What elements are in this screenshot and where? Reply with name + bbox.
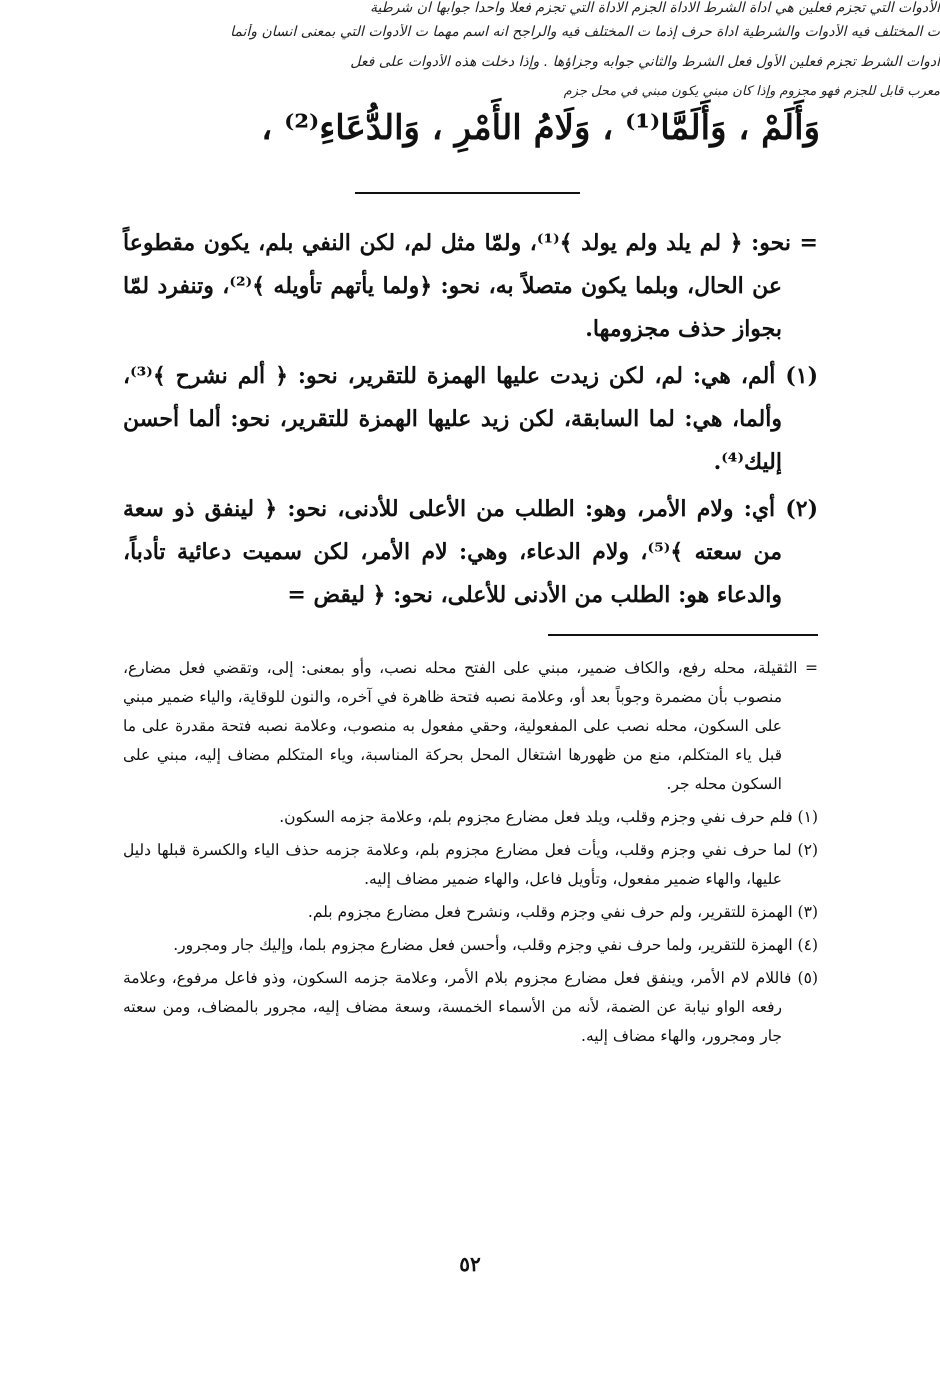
handwritten-note-line-2: ت المختلف فيه الأدوات والشرطية اداة حرف إذما ت المختلف فيه والراجح انه اسم مهما ت الأدوات التي بمعنى انسان وأنما (230, 24, 940, 40)
footnote-item: = الثقيلة، محله رفع، والكاف ضمير، مبني على الفتح محله نصب، وأو بمعنى: إلى، وتقضي فعل مضارع، منصوب بأن مضمرة وجوباً بعد أو، وعلامة نصبه فتحة ظاهرة في آخره، والنون للوقاية، والياء ضمير مبني على السكون، محله نصب على المفعولية، وحقي مفعول به منصوب، وعلامة نصبه فتحة مقدرة على ما قبل ياء المتكلم، منع من ظهورها اشتغال المحل بحركة المناسبة، وياء المتكلم مضاف إليه، مبني على السكون محله جر. (123, 659, 818, 793)
handwritten-note-line-4: معرب قابل للجزم فهو مجزوم وإذا كان مبني يكون مبني في محل جزم (563, 84, 940, 99)
handwritten-note-line-1: الأدوات التي تجزم فعلين هي اداة الشرط الاداة الجزم الاداة التي تجزم فعلا واحدا جوابها ان شرطية (369, 0, 940, 16)
footnote-item: (٢) لما حرف نفي وجزم وقلب، ويأت فعل مضارع مجزوم بلم، وعلامة جزمه حذف الياء والكسرة قبلها دليل عليها، والهاء ضمير مفعول، وتأويل فاعل، والهاء ضمير مضاف إليه. (123, 841, 819, 888)
footnote-divider (548, 634, 818, 636)
footnote-item: (٤) الهمزة للتقرير، ولما حرف نفي وجزم وقلب، وأحسن فعل مضارع مجزوم بلما، وإليك جار ومجرور. (173, 936, 818, 954)
commentary-paragraph: (١) ألم، هي: لم، لكن زيدت عليها الهمزة للتقرير، نحو: ﴿ ألم نشرح ﴾⁽³⁾، وألما، هي: لما السابقة، لكن زيد عليها الهمزة للتقرير، نحو: ألما أحسن إليك⁽⁴⁾. (123, 363, 818, 475)
commentary-paragraph: = نحو: ﴿ لم يلد ولم يولد ﴾⁽¹⁾، ولمّا مثل لم، لكن النفي بلم، يكون مقطوعاً عن الحال، وبلما يكون متصلاً به، نحو: ﴿ولما يأتهم تأويله ﴾⁽²⁾، وتنفرد لمّا بجواز حذف مجزومها. (123, 230, 818, 342)
page-number: ٥٢ (459, 1252, 481, 1276)
footnote-item: (٣) الهمزة للتقرير، ولم حرف نفي وجزم وقلب، ونشرح فعل مضارع مجزوم بلم. (307, 903, 818, 921)
handwritten-note-line-3: أدوات الشرط تجزم فعلين الأول فعل الشرط والثاني جوابه وجزاؤها . وإذا دخلت هذه الأدوات على فعل (350, 54, 940, 70)
commentary-paragraph: (٢) أي: ولام الأمر، وهو: الطلب من الأعلى للأدنى، نحو: ﴿ لينفق ذو سعة من سعته ﴾⁽⁵⁾، ولام الدعاء، وهي: لام الأمر، لكن سميت دعائية تأدباً، والدعاء هو: الطلب من الأدنى للأعلى، نحو: ﴿ ليقض = (123, 496, 818, 608)
poem-verse: وَأَلَمْ ، وَأَلَمَّا⁽¹⁾ ، وَلَامُ الأَمْرِ ، وَالدُّعَاءِ⁽²⁾ ، (261, 108, 820, 148)
footnotes (123, 654, 818, 1055)
verse-divider (355, 192, 580, 194)
commentary-text (123, 222, 818, 621)
footnote-item: (١) فلم حرف نفي وجزم وقلب، ويلد فعل مضارع مجزوم بلم، وعلامة جزمه السكون. (279, 808, 818, 826)
footnote-item: (٥) فاللام لام الأمر، وينفق فعل مضارع مجزوم بلام الأمر، وعلامة جزمه السكون، وذو فاعل مرفوع، وعلامة رفعه الواو نيابة عن الضمة، لأنه من الأسماء الخمسة، وسعة مضاف إليه، مجرور بالمضاف، ومن سعته جار ومجرور، والهاء مضاف إليه. (123, 969, 818, 1045)
